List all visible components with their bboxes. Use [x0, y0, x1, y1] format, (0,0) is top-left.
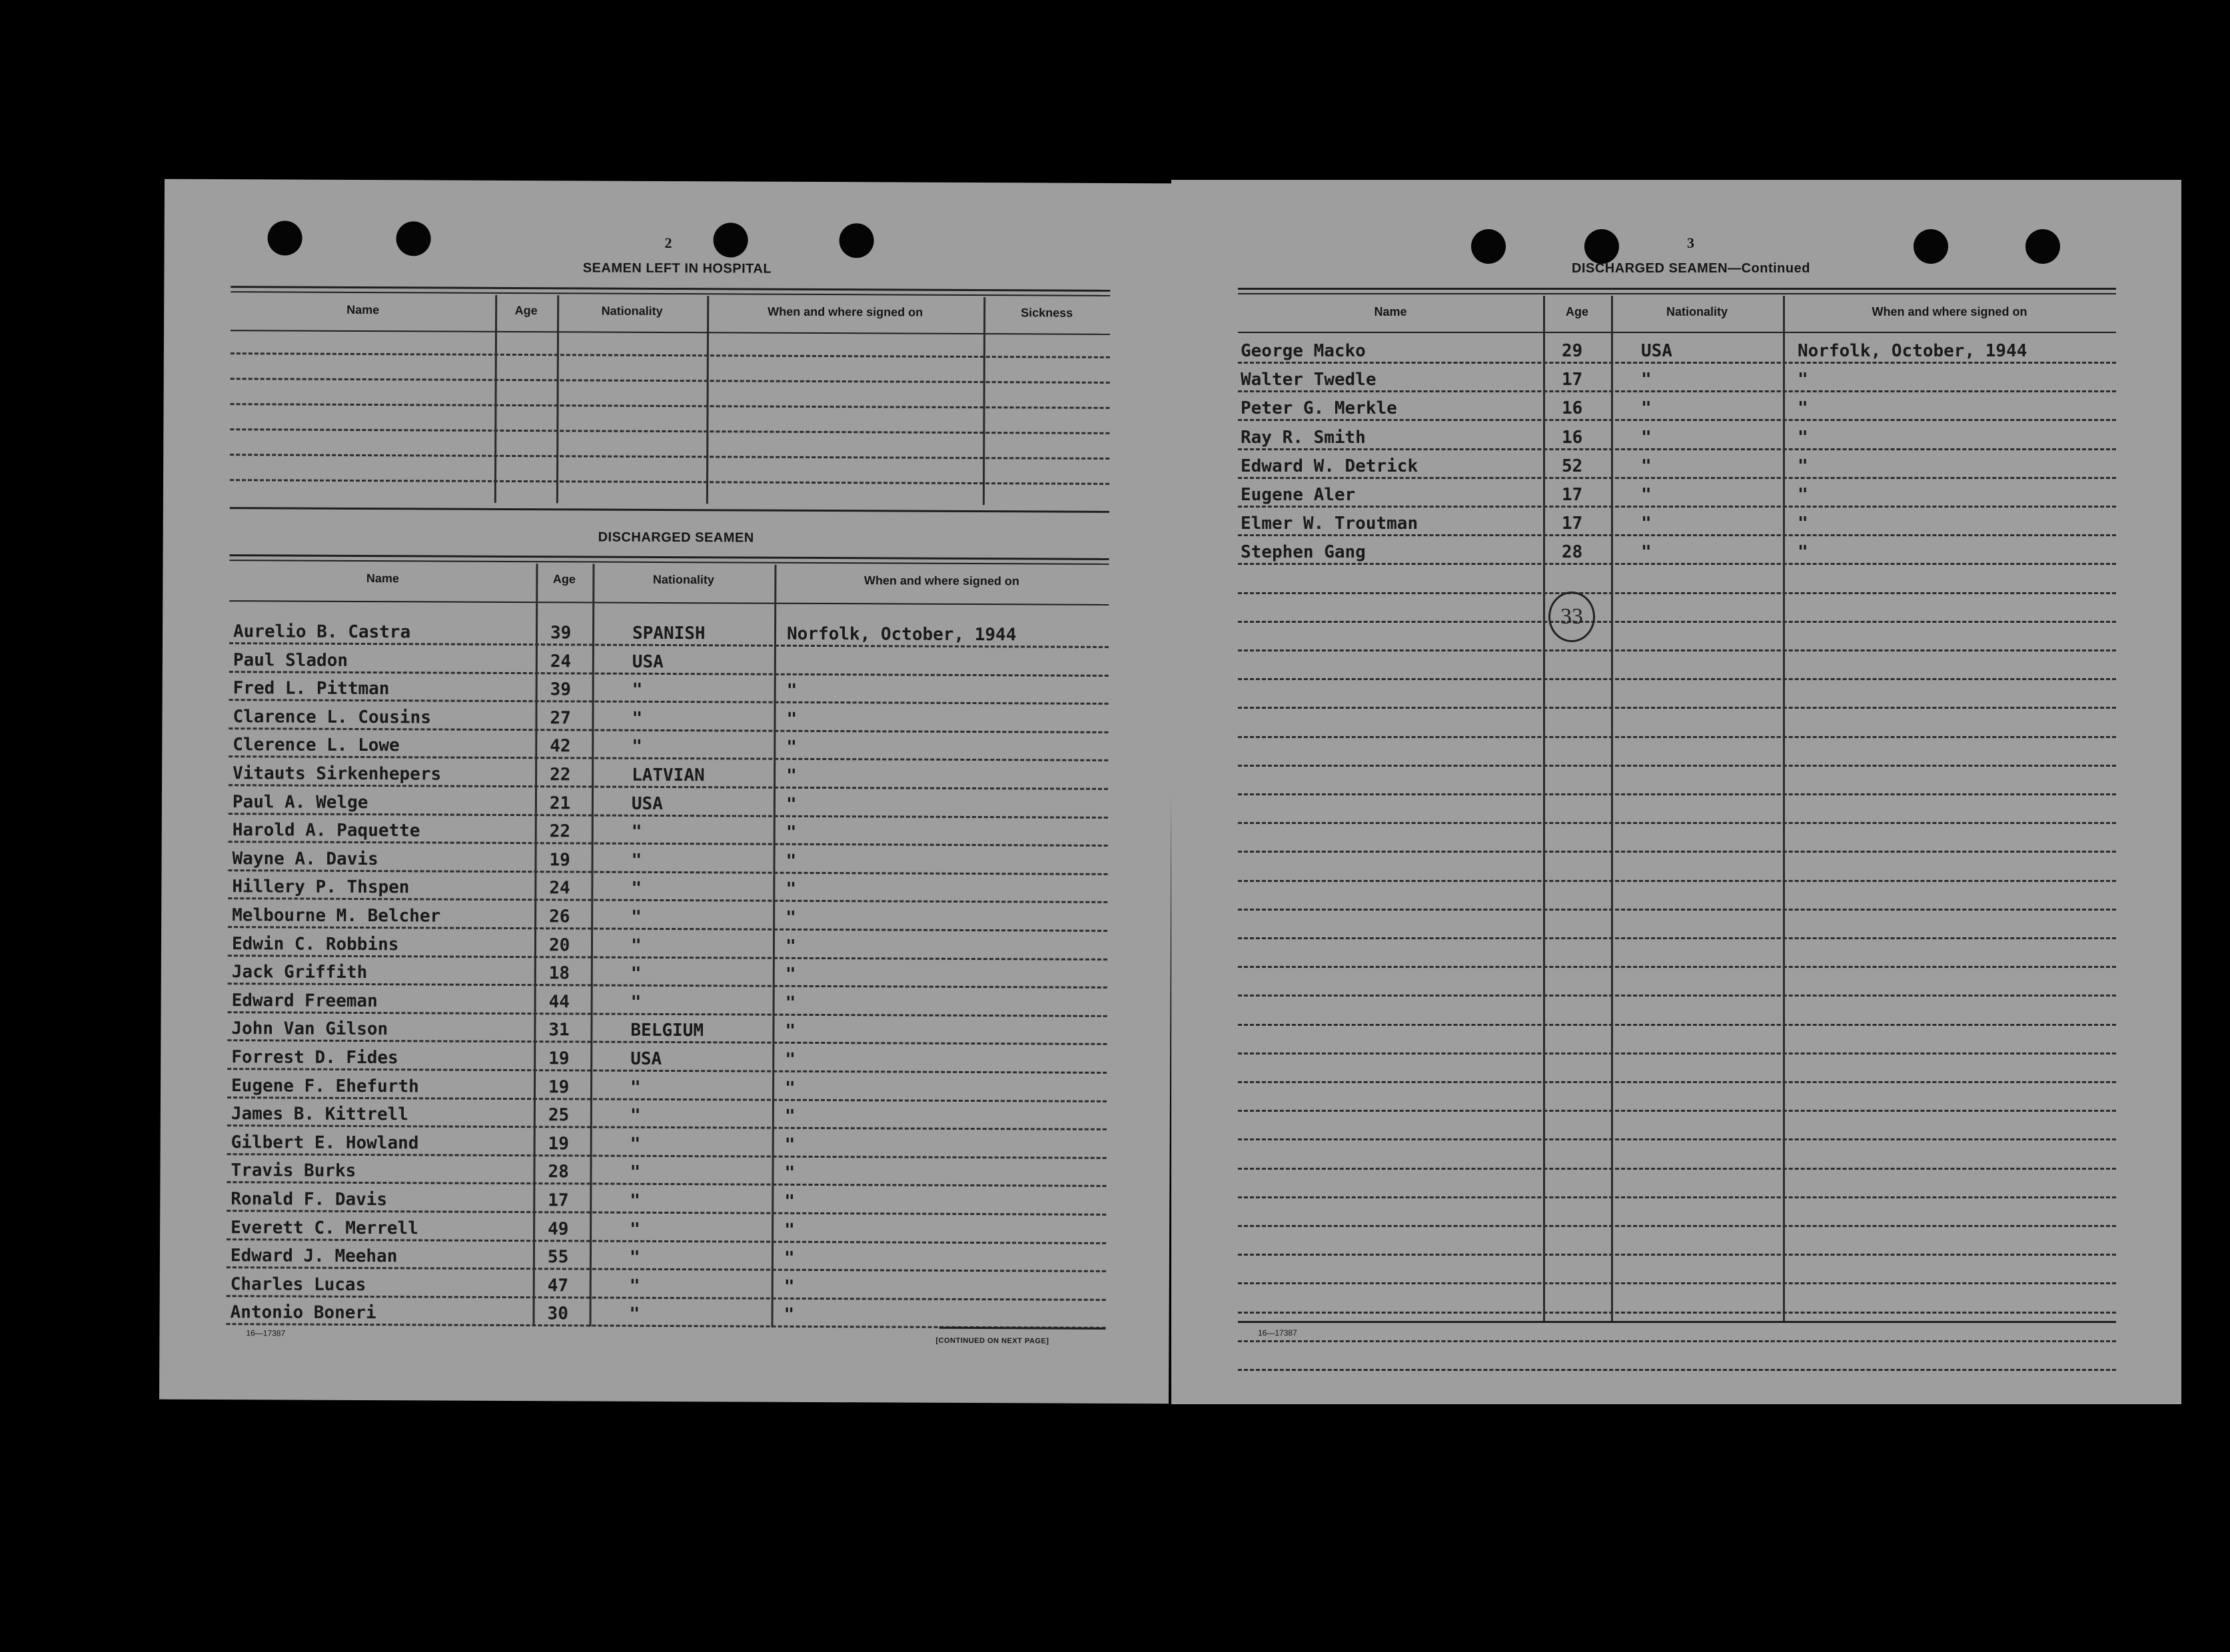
signed-on: "	[1798, 542, 1808, 563]
seaman-nationality: USA	[632, 651, 664, 672]
table-rule	[230, 554, 1109, 560]
seaman-age: 31	[548, 1020, 570, 1040]
seaman-age: 17	[1562, 514, 1583, 534]
page-number: 2	[664, 234, 672, 252]
column-header: Name	[346, 302, 380, 317]
seaman-nationality: "	[1641, 485, 1652, 505]
table-rule	[1238, 1321, 2116, 1323]
signed-on: "	[786, 851, 797, 871]
seaman-age: 22	[550, 765, 571, 785]
seaman-nationality: USA	[630, 1048, 662, 1069]
table-rule	[230, 507, 1109, 513]
seaman-name: Gilbert E. Howland	[231, 1132, 419, 1154]
seaman-name: Eugene F. Ehefurth	[231, 1075, 419, 1096]
seaman-age: 39	[550, 679, 572, 700]
row-line	[229, 727, 1108, 733]
signed-on: "	[785, 1049, 796, 1070]
seaman-age: 19	[548, 1134, 570, 1154]
seaman-nationality: SPANISH	[632, 623, 706, 644]
seaman-nationality: "	[630, 1190, 641, 1211]
table-rule	[1238, 288, 2116, 290]
row-line	[1238, 1369, 2116, 1371]
signed-on: "	[784, 1191, 796, 1212]
seaman-age: 52	[1562, 456, 1583, 476]
row-line	[227, 1238, 1106, 1244]
total-count-circle: 33	[1548, 592, 1595, 642]
row-line	[230, 454, 1109, 460]
seaman-name: John Van Gilson	[231, 1019, 388, 1040]
table-rule	[230, 560, 1109, 565]
left-page	[159, 179, 1174, 1404]
seaman-nationality: "	[631, 879, 642, 899]
seaman-name: Harold A. Paquette	[232, 820, 420, 841]
seaman-age: 27	[550, 708, 571, 729]
signed-on: "	[784, 1134, 796, 1155]
right-page	[1171, 180, 2181, 1404]
continued-note: [CONTINUED ON NEXT PAGE]	[935, 1336, 1049, 1346]
row-line	[1238, 1138, 2116, 1140]
punch-hole	[1471, 229, 1506, 264]
seaman-age: 21	[549, 793, 571, 813]
seaman-age: 28	[1562, 542, 1583, 563]
row-line	[1238, 793, 2116, 795]
seaman-name: Edward W. Detrick	[1241, 456, 1418, 476]
seaman-name: Hillery P. Thspen	[232, 877, 410, 898]
seaman-age: 19	[549, 850, 570, 871]
seaman-age: 16	[1562, 427, 1583, 448]
seaman-nationality: "	[630, 1105, 641, 1126]
row-line	[1238, 1052, 2116, 1054]
seaman-age: 25	[548, 1105, 570, 1126]
punch-hole	[713, 222, 748, 257]
seaman-nationality: BELGIUM	[630, 1021, 704, 1041]
seaman-name: Melbourne M. Belcher	[232, 905, 441, 927]
row-line	[1238, 822, 2116, 824]
header-rule	[229, 600, 1109, 606]
signed-on: "	[1798, 514, 1808, 534]
punch-hole	[839, 223, 873, 258]
column-header: Age	[552, 572, 576, 586]
seaman-nationality: "	[1641, 427, 1652, 448]
signed-on: "	[1798, 427, 1808, 448]
signed-on: "	[786, 765, 797, 786]
row-line	[1238, 477, 2116, 479]
seaman-name: Forrest D. Fides	[231, 1047, 398, 1068]
row-line	[231, 352, 1110, 358]
seaman-age: 19	[548, 1076, 570, 1097]
seaman-name: Vitauts Sirkenhepers	[233, 763, 442, 785]
row-line	[1238, 1254, 2116, 1256]
row-line	[230, 479, 1109, 485]
signed-on: "	[786, 794, 797, 815]
signed-on: "	[785, 1021, 796, 1042]
seaman-age: 22	[549, 821, 571, 842]
seaman-name: Charles Lucas	[230, 1274, 366, 1295]
seaman-nationality: "	[629, 1276, 640, 1296]
seaman-name: Fred L. Pittman	[233, 678, 390, 699]
row-line	[1238, 649, 2116, 651]
seaman-name: Edward J. Meehan	[230, 1246, 398, 1267]
row-line	[227, 1068, 1107, 1074]
column-divider	[494, 295, 497, 503]
seaman-age: 16	[1562, 398, 1583, 419]
seaman-age: 17	[548, 1190, 569, 1211]
signed-on: "	[1798, 398, 1808, 419]
row-line	[229, 671, 1109, 677]
row-line	[1238, 937, 2116, 939]
seaman-name: Edwin C. Robbins	[231, 933, 399, 955]
seaman-name: Paul Sladon	[233, 649, 348, 671]
seaman-nationality: USA	[1641, 341, 1672, 361]
row-line	[231, 378, 1110, 384]
signed-on: "	[786, 709, 798, 729]
signed-on: "	[784, 1106, 796, 1127]
signed-on: "	[784, 1248, 795, 1269]
row-line	[1238, 966, 2116, 968]
seaman-name: Paul A. Welge	[232, 791, 368, 813]
seaman-age: 17	[1562, 485, 1583, 505]
seaman-name: Wayne A. Davis	[232, 848, 378, 869]
table-rule	[231, 286, 1110, 292]
row-line	[228, 983, 1107, 989]
row-line	[1238, 880, 2116, 882]
seaman-age: 49	[548, 1218, 569, 1239]
row-line	[1238, 390, 2116, 392]
signed-on: "	[785, 936, 796, 957]
column-header: Age	[514, 303, 538, 318]
seaman-nationality: "	[632, 737, 643, 757]
row-line	[227, 1266, 1106, 1272]
column-divider	[556, 295, 559, 503]
seaman-age: 55	[547, 1247, 569, 1268]
discharged-continued-title: DISCHARGED SEAMEN—Continued	[1572, 261, 1810, 276]
seaman-nationality: "	[1641, 542, 1652, 563]
signed-on: "	[786, 680, 798, 701]
seaman-nationality: "	[1641, 514, 1652, 534]
row-line	[228, 926, 1107, 932]
seaman-name: Stephen Gang	[1241, 542, 1366, 563]
seaman-name: George Macko	[1241, 341, 1366, 361]
seaman-nationality: "	[1641, 370, 1652, 390]
seaman-name: Walter Twedle	[1241, 370, 1377, 390]
seaman-age: 42	[550, 736, 571, 757]
row-line	[1238, 851, 2116, 853]
seaman-age: 28	[548, 1162, 569, 1182]
row-line	[1238, 362, 2116, 364]
row-line	[1238, 448, 2116, 450]
row-line	[1238, 1081, 2116, 1083]
column-header: Nationality	[652, 572, 714, 587]
column-header: Name	[366, 572, 399, 586]
column-divider	[983, 297, 985, 505]
signed-on: "	[786, 907, 796, 928]
row-line	[1238, 736, 2116, 738]
seaman-nationality: "	[631, 907, 642, 927]
punch-hole	[1584, 229, 1619, 264]
row-line	[229, 756, 1108, 762]
signed-on: "	[785, 964, 796, 985]
row-line	[1238, 592, 2116, 594]
seaman-nationality: "	[630, 963, 642, 985]
signed-on: "	[784, 1163, 796, 1184]
form-number: 16—17387	[246, 1328, 286, 1338]
row-line	[1238, 909, 2116, 911]
column-header: When and where signed on	[1872, 305, 2027, 318]
row-line	[1238, 621, 2116, 623]
seaman-age: 20	[548, 935, 570, 955]
table-rule	[939, 1327, 1105, 1330]
seaman-age: 30	[547, 1304, 568, 1324]
row-line	[1238, 1340, 2116, 1342]
seaman-name: Everett C. Merrell	[231, 1217, 418, 1238]
punch-hole	[1914, 229, 1948, 264]
punch-hole	[268, 220, 302, 255]
seaman-name: Clerence L. Lowe	[233, 735, 400, 756]
seaman-name: Ray R. Smith	[1241, 427, 1366, 448]
row-line	[227, 1295, 1106, 1301]
column-header: When and where signed on	[863, 574, 1019, 588]
row-line	[228, 1011, 1107, 1017]
seaman-nationality: "	[629, 1247, 640, 1268]
row-line	[1238, 1168, 2116, 1170]
row-line	[228, 869, 1107, 875]
seaman-nationality: "	[630, 992, 642, 1013]
table-rule	[231, 291, 1110, 296]
row-line	[231, 403, 1110, 409]
signed-on: "	[1798, 485, 1808, 505]
row-line	[228, 955, 1107, 961]
seaman-age: 24	[549, 878, 570, 899]
form-number: 16—17387	[1258, 1328, 1297, 1338]
signed-on: "	[784, 1276, 795, 1297]
seaman-name: James B. Kittrell	[231, 1104, 409, 1125]
seaman-name: Edward Freeman	[231, 990, 378, 1011]
hospital-section-title: SEAMEN LEFT IN HOSPITAL	[582, 260, 772, 276]
signed-on: "	[786, 879, 797, 900]
header-rule	[1238, 332, 2116, 333]
row-line	[1238, 1024, 2116, 1026]
seaman-nationality: LATVIAN	[632, 765, 705, 786]
seaman-nationality: "	[632, 708, 643, 729]
signed-on: "	[784, 1078, 796, 1098]
seaman-age: 24	[550, 651, 572, 671]
seaman-age: 19	[548, 1048, 570, 1069]
column-header: Nationality	[601, 304, 663, 318]
signed-on: Norfolk, October, 1944	[1798, 341, 2027, 361]
seaman-age: 47	[547, 1276, 569, 1296]
row-line	[1238, 707, 2116, 709]
row-line	[228, 898, 1107, 904]
signed-on: "	[784, 1305, 795, 1326]
seaman-name: Clarence L. Cousins	[233, 706, 431, 728]
column-header: Age	[1565, 305, 1588, 318]
row-line	[1238, 765, 2116, 767]
row-line	[229, 813, 1108, 819]
row-line	[1238, 1196, 2116, 1198]
signed-on: "	[786, 822, 797, 843]
seaman-name: Jack Griffith	[231, 962, 368, 983]
column-header: When and where signed on	[768, 304, 923, 319]
page-number: 3	[1687, 234, 1694, 251]
seaman-age: 26	[549, 907, 570, 927]
row-line	[1238, 678, 2116, 680]
seaman-age: 17	[1562, 370, 1583, 390]
signed-on: "	[786, 737, 798, 758]
seaman-name: Ronald F. Davis	[231, 1189, 388, 1210]
row-line	[227, 1182, 1106, 1188]
row-line	[227, 1153, 1107, 1159]
signed-on: Norfolk, October, 1944	[786, 623, 1017, 645]
seaman-nationality: "	[630, 1162, 641, 1183]
seaman-age: 29	[1562, 341, 1583, 361]
signed-on: "	[1798, 456, 1808, 476]
header-rule	[231, 330, 1110, 335]
row-line	[229, 699, 1109, 705]
seaman-nationality: "	[630, 1077, 641, 1098]
punch-hole	[2025, 229, 2060, 264]
seaman-name: Travis Burks	[231, 1160, 356, 1182]
seaman-name: Antonio Boneri	[230, 1302, 376, 1324]
seaman-name: Aurelio B. Castra	[233, 621, 411, 643]
signed-on: "	[785, 993, 796, 1013]
seaman-age: 39	[550, 623, 572, 643]
column-header: Sickness	[1021, 306, 1073, 320]
row-line	[1238, 534, 2116, 536]
row-line	[1238, 995, 2116, 997]
seaman-name: Peter G. Merkle	[1241, 398, 1397, 419]
seaman-name: Eugene Aler	[1241, 485, 1356, 505]
row-line	[227, 1124, 1107, 1130]
row-line	[1238, 419, 2116, 421]
column-header: Nationality	[1666, 305, 1728, 318]
column-header: Name	[1374, 305, 1407, 318]
seaman-nationality: "	[630, 1219, 640, 1240]
seaman-name: Elmer W. Troutman	[1241, 514, 1418, 534]
seaman-nationality: "	[630, 1134, 641, 1154]
row-line	[230, 428, 1109, 434]
row-line	[1238, 1225, 2116, 1227]
seaman-nationality: "	[629, 1304, 640, 1325]
seaman-nationality: "	[1641, 398, 1652, 419]
row-line	[227, 1096, 1107, 1102]
row-line	[227, 1210, 1106, 1216]
discharged-section-title: DISCHARGED SEAMEN	[598, 530, 754, 546]
seaman-age: 44	[548, 992, 570, 1013]
row-line	[229, 841, 1108, 847]
seaman-nationality: "	[631, 821, 642, 843]
signed-on: "	[784, 1220, 795, 1240]
row-line	[1238, 563, 2116, 565]
signed-on: "	[1798, 370, 1808, 390]
seaman-age: 18	[548, 963, 570, 984]
seaman-nationality: "	[1641, 456, 1652, 476]
row-line	[1238, 1312, 2116, 1314]
column-divider	[706, 296, 709, 504]
row-line	[1238, 1282, 2116, 1284]
row-line	[1238, 506, 2116, 508]
row-line	[1238, 1110, 2116, 1112]
table-rule	[1238, 293, 2116, 294]
seaman-nationality: "	[630, 935, 642, 956]
seaman-nationality: "	[631, 850, 642, 871]
punch-hole	[396, 221, 431, 256]
seaman-nationality: USA	[631, 793, 663, 814]
seaman-nationality: "	[632, 679, 643, 701]
